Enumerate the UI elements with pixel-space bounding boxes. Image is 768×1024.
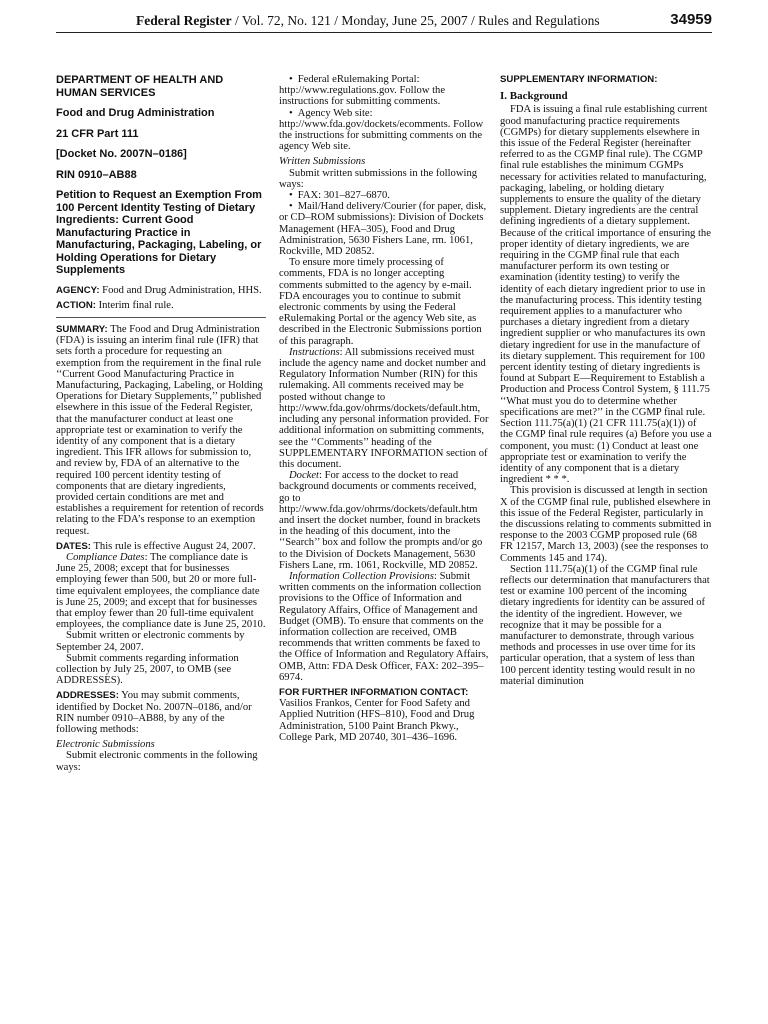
issue-info: / Vol. 72, No. 121 / Monday, June 25, 2007 / Rules and Regulations bbox=[231, 13, 600, 28]
text-column-middle bbox=[279, 74, 489, 1019]
header-rule bbox=[56, 32, 712, 33]
paragraph: Submit written or electronic comments by September 24, 2007. bbox=[56, 630, 245, 653]
field-text: Food and Drug Administration, HHS. bbox=[99, 284, 262, 296]
paragraph: FDA is issuing a final rule establishing current good manufacturing practice requirements (CGMPs) for dietary supplements elsewhere in this issue of the Federal Register (hereinafter referred to as the CGMP final rule). The CGMP final rule establishes the minimum CGMPs necessary for activities related to manufacturing, packaging, labeling, or holding dietary supplements to ensure the quality of the dietary supplement. Dietary ingredients are the central defining ingredients of a dietary supplement. Because of the critical importance of ensuring the proper identity of dietary ingredients, we are requiring in the CGMP final rule that each manufacturer perform its own testing or examination (identity testing) to verify the identity of each dietary ingredient prior to use in the manufacturing process. This identity testing requirement applies to a manufacturer who purchases a dietary ingredient from a dietary ingredient supplier or who manufactures its own dietary ingredient for use in the manufacture of its dietary supplement. This requirement for 100 percent identity testing of dietary ingredients is found at Subpart E—Requirement to Establish a Production and Process Control System, § 111.75 ‘‘What must you do to determine whether specifications are met?’’ in the CGMP final rule. Section 111.75(a)(1) (21 CFR 111.75(a)(1)) of the CGMP final rule requires (a) Before you use a component, you must: (1) Conduct at least one appropriate test or examination to verify the identity of any component that is a dietary ingredient * * *. bbox=[500, 104, 712, 486]
paragraph-lead: Docket bbox=[289, 470, 319, 482]
journal-name: Federal Register bbox=[136, 13, 232, 28]
paragraph-text: : For access to the docket to read background documents or comments received, go to http://www.fda.gov/ohrms/dockets/default.htm and insert the docket number, found in brackets in the heading of this document, into the ‘‘Search’’ box and follow the prompts and/or go to the Division of Dockets Management, 5630 Fishers Lane, rm. 1061, Rockville, MD 20852. bbox=[279, 470, 483, 571]
section-label: SUPPLEMENTARY INFORMATION: bbox=[500, 74, 658, 85]
paragraph: To ensure more timely processing of comments, FDA is no longer accepting comments submitted to the agency by e-mail. FDA encourages you to continue to submit electronic comments by using the Federal eRulemaking Portal or the agency Web site, as described in the Electronic Submissions portion of this paragraph. bbox=[279, 257, 482, 347]
bullet-item: • Federal eRulemaking Portal: http://www.regulations.gov. Follow the instructions for submitting comments. bbox=[279, 74, 489, 108]
page-header bbox=[56, 10, 712, 32]
text-column-right bbox=[500, 74, 712, 1019]
field-label: SUMMARY: bbox=[56, 323, 108, 335]
bullet-item: • Mail/Hand delivery/Courier (for paper, disk, or CD–ROM submissions): Division of Dockets Management (HFA–305), Food and Drug Administration, 5630 Fishers Lane, rm. 1061, Rockville, MD 20852. bbox=[279, 201, 489, 257]
paragraph-lead: Compliance Dates bbox=[66, 551, 145, 563]
labeled-paragraph bbox=[56, 285, 266, 296]
labeled-paragraph bbox=[56, 324, 266, 537]
field-text: Interim final rule. bbox=[95, 299, 174, 311]
page-number: 34959 bbox=[670, 11, 712, 28]
paragraph-lead: Information Collection Provisions bbox=[289, 570, 434, 582]
field-label: FOR FURTHER INFORMATION CONTACT: bbox=[279, 686, 469, 698]
running-head bbox=[136, 13, 600, 29]
subsection-heading: Electronic Submissions bbox=[56, 739, 155, 751]
labeled-paragraph bbox=[56, 300, 266, 311]
field-label: ADDRESSES: bbox=[56, 690, 119, 702]
document-heading: RIN 0910–AB88 bbox=[56, 168, 137, 181]
subsection-heading: Written Submissions bbox=[279, 156, 366, 168]
paragraph bbox=[279, 470, 489, 571]
text-column-left bbox=[56, 74, 266, 1019]
paragraph-text: : Submit written comments on the information collection provisions to the Office of Information and Regulatory Affairs, Office of Management and Budget (OMB). To ensure that comments on the information collection are received, OMB recommends that written comments be faxed to the Office of Information and Regulatory Affairs, OMB, Attn: FDA Desk Officer, FAX: 202–395–6974. bbox=[279, 570, 489, 683]
labeled-paragraph bbox=[56, 541, 266, 552]
paragraph bbox=[279, 347, 489, 470]
document-heading: [Docket No. 2007N–0186] bbox=[56, 148, 187, 160]
bullet-item: • Agency Web site: http://www.fda.gov/dockets/ecomments. Follow the instructions for submitting comments on the agency Web site. bbox=[279, 108, 489, 153]
paragraph: Submit written submissions in the following ways: bbox=[279, 167, 478, 190]
bullet-item: • FAX: 301–827–6870. bbox=[279, 190, 489, 201]
field-text: You may submit comments, identified by Docket No. 2007N–0186, and/or RIN number 0910–AB88, by any of the following methods: bbox=[56, 690, 252, 736]
paragraph: This provision is discussed at length in section X of the CGMP final rule, published elsewhere in this issue of the Federal Register, particularly in the discussions relating to comments submitted in response to the 2003 CGMP proposed rule (68 FR 12157, March 13, 2003) (see the responses to Comments 145 and 174). bbox=[500, 485, 712, 564]
document-heading: 21 CFR Part 111 bbox=[56, 127, 139, 140]
field-text: Vasilios Frankos, Center for Food Safety and Applied Nutrition (HFS–810), Food and Drug Administration, 5100 Paint Branch Pkwy., College Park, MD 20740, 301–436–1696. bbox=[279, 698, 475, 743]
section-heading: I. Background bbox=[500, 90, 568, 103]
document-heading: Food and Drug Administration bbox=[56, 107, 215, 119]
paragraph-lead: Instructions bbox=[289, 346, 340, 358]
paragraph bbox=[279, 571, 489, 683]
paragraph-text: : The compliance date is June 25, 2008; except that for businesses employing fewer than 500, but 20 or more full-time equivalent employees, the compliance date is June 25, 2009; and except that for businesses that employ fewer than 20 full-time equivalent employees, the compliance date is June 25, 2010. bbox=[56, 551, 266, 631]
paragraph: Submit electronic comments in the following ways: bbox=[56, 750, 258, 773]
labeled-paragraph bbox=[279, 687, 489, 743]
field-text: The Food and Drug Administration (FDA) is issuing an interim final rule (IFR) that sets forth a procedure for requesting an exemption from the requirement in the final rule ‘‘Current Good Manufacturing Practice in Manufacturing, Packaging, Labeling, or Holding Operations for Dietary Supplements,’’ published elsewhere in this issue of the Federal Register, that the manufacturer conduct at least one appropriate test or examination to verify the identity of any component that is a dietary ingredient. This IFR allows for submission to, and review by, FDA of an alternative to the required 100 percent identity testing of components that are dietary ingredients, provided certain conditions are met and establishes a requirement for retention of records relating to the FDA’s response to an exemption request. bbox=[56, 323, 264, 537]
section-divider bbox=[56, 317, 266, 318]
paragraph: Submit comments regarding information collection by July 25, 2007, to OMB (see ADDRESSES). bbox=[56, 652, 239, 687]
paragraph bbox=[56, 552, 266, 630]
labeled-paragraph bbox=[56, 690, 266, 735]
paragraph: Section 111.75(a)(1) of the CGMP final rule reflects our determination that manufacturers that test or examine 100 percent of the incoming dietary ingredients for identity can be assured of the identity of the ingredient. However, we recognize that it may be possible for a manufacturer to demonstrate, through various methods and processes in use over time for its particular operation, that a system of less than 100 percent identity testing would result in no material diminution bbox=[500, 563, 710, 687]
field-label: ACTION: bbox=[56, 299, 96, 311]
document-heading: Petition to Request an Exemption From 100 Percent Identity Testing of Dietary Ingredients: Current Good Manufacturing Practice in Manufacturing, Packaging, Labeling, or Holding Operations for Dietary Supplements bbox=[56, 189, 262, 276]
field-text: This rule is effective August 24, 2007. bbox=[91, 540, 256, 552]
document-heading: DEPARTMENT OF HEALTH AND HUMAN SERVICES bbox=[56, 74, 224, 99]
paragraph-text: : All submissions received must include the agency name and docket number and Regulatory Information Number (RIN) for this rulemaking. All comments received may be posted without change to http://www.fda.gov/ohrms/dockets/default.htm, including any personal information provided. For additional information on submitting comments, see the ‘‘Comments’’ heading of the SUPPLEMENTARY INFORMATION section of this document. bbox=[279, 346, 489, 470]
field-label: AGENCY: bbox=[56, 284, 100, 296]
field-label: DATES: bbox=[56, 540, 91, 552]
